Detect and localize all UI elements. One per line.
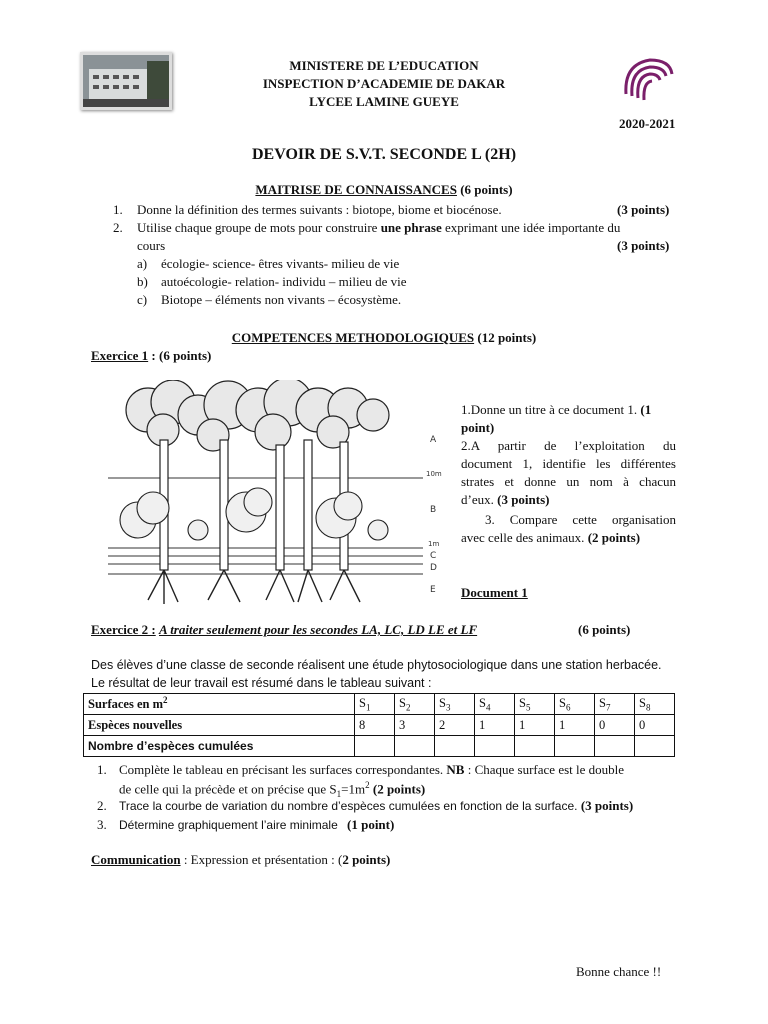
ex2-q3-number: 3. xyxy=(97,817,107,832)
section-knowledge-points: (6 points) xyxy=(460,182,513,197)
cumulated-cell xyxy=(515,736,555,757)
species-cell: 1 xyxy=(475,715,515,736)
school-name: LYCEE LAMINE GUEYE xyxy=(309,94,459,109)
ex1-q2-line1: 2.A partir de l’exploitation du xyxy=(461,438,676,453)
surface-index: 3 xyxy=(445,702,451,713)
surface-cell: $S_1$ xyxy=(355,694,395,715)
exercise1-colon: : xyxy=(148,348,159,363)
surface-cell: $S_4$ xyxy=(475,694,515,715)
forest-strata-drawing xyxy=(108,380,453,606)
ex2-q1-points: (2 points) xyxy=(372,781,426,797)
exercise1-label: Exercice 1 xyxy=(91,348,149,363)
stratum-b-label: B xyxy=(430,505,437,515)
cumulated-cell xyxy=(395,736,435,757)
item-label: a) xyxy=(137,256,148,271)
k-q2-item-c xyxy=(137,292,401,308)
inspection-name: INSPECTION D’ACADEMIE DE DAKAR xyxy=(262,76,506,91)
exercise2-points: (6 points) xyxy=(578,622,631,637)
surface-index: 2 xyxy=(405,702,411,713)
ex1-q2-line4-text: d’eux. xyxy=(461,492,494,507)
ex1-q1-points-b: point) xyxy=(461,420,495,435)
cumulated-cell xyxy=(355,736,395,757)
ministry-name: MINISTERE DE L’EDUCATION xyxy=(289,58,479,73)
communication-text: : Expression et présentation : ( xyxy=(180,852,343,867)
ex1-q3-line2 xyxy=(461,530,640,546)
surface-index: 5 xyxy=(525,702,531,713)
ex2-q1-text-b: : Chaque surface est le double xyxy=(467,762,625,777)
species-cell: 0 xyxy=(595,715,635,736)
communication-line xyxy=(91,852,390,868)
closing-message: Bonne chance !! xyxy=(576,964,662,979)
ex1-q1-points-a: (1 xyxy=(640,402,652,417)
k-q2-points: (3 points) xyxy=(617,238,670,253)
exam-title: DEVOIR DE S.V.T. SECONDE L (2H) xyxy=(251,146,517,163)
item-label: c) xyxy=(137,292,148,307)
surfaces-label-text: Surfaces en m xyxy=(88,697,163,712)
table-row-cumulated-species xyxy=(84,736,675,757)
table-row-surfaces xyxy=(84,694,675,715)
surfaces-label-sup: 2 xyxy=(163,695,168,706)
surface-index: 7 xyxy=(605,702,611,713)
ex2-q1-text-c: de celle qui la précède et on précise que S xyxy=(119,781,337,797)
school-year: 2020-2021 xyxy=(619,116,676,131)
k-q1-points: (3 points) xyxy=(617,202,670,217)
ex1-q2-line2: document 1, identifie les différentes xyxy=(461,456,676,471)
ex1-q3-points: (2 points) xyxy=(587,530,641,545)
exercise1-points: (6 points) xyxy=(159,348,212,363)
table-row-new-species xyxy=(84,715,675,736)
k-q2-number: 2. xyxy=(113,220,123,235)
section-methods-title: COMPETENCES METHODOLOGIQUES xyxy=(231,330,475,345)
ex1-q2-line4 xyxy=(461,492,549,508)
cumulated-cell xyxy=(435,736,475,757)
surface-cell: $S_3$ xyxy=(435,694,475,715)
ex2-q2-text: Trace la courbe de variation du nombre d’espèces cumulées en fonction de la surface. xyxy=(119,799,578,813)
k-q2-text xyxy=(137,220,676,236)
cumulated-cell xyxy=(555,736,595,757)
ex2-q1-text-d: =1m xyxy=(341,781,366,797)
stratum-e-label: E xyxy=(430,585,436,595)
cumulated-cell xyxy=(475,736,515,757)
item-text: autoécologie- relation- individu – milieu de vie xyxy=(161,274,407,289)
ex2-q1-line1 xyxy=(119,762,676,778)
item-text: écologie- science- êtres vivants- milieu de vie xyxy=(161,256,400,271)
species-cell: 8 xyxy=(355,715,395,736)
ex1-q2-line3: strates et donne un nom à chacun xyxy=(461,474,676,489)
section-methods-heading xyxy=(0,330,768,346)
height-10m-label: 10m xyxy=(426,470,442,478)
section-knowledge-heading xyxy=(0,182,768,198)
species-cell: 0 xyxy=(635,715,675,736)
species-table xyxy=(83,693,675,757)
species-cell: 1 xyxy=(555,715,595,736)
section-knowledge-title: MAITRISE DE CONNAISSANCES xyxy=(255,182,457,197)
k-q1-text: Donne la définition des termes suivants : biotope, biome et biocénose. xyxy=(137,202,502,217)
ex2-q1-line2 xyxy=(119,780,425,799)
section-methods-points: (12 points) xyxy=(477,330,537,345)
surface-cell: $S_8$ xyxy=(635,694,675,715)
stratum-d-label: D xyxy=(430,563,437,573)
stratum-a-label: A xyxy=(430,435,437,445)
ex2-q2-points: (3 points) xyxy=(580,798,634,813)
species-cell: 3 xyxy=(395,715,435,736)
stratum-c-label: C xyxy=(430,551,437,561)
document1-label: Document 1 xyxy=(461,585,528,600)
k-q2-text-a: Utilise chaque groupe de mots pour construire xyxy=(137,220,378,235)
exercise2-subtitle: A traiter seulement pour les secondes LA, LC, LD LE et LF xyxy=(158,622,478,637)
new-species-label: Espèces nouvelles xyxy=(84,715,355,736)
ex2-q3-points: (1 point) xyxy=(347,817,395,832)
ex2-q1-sup: 2 xyxy=(365,780,370,790)
k-q2-bold: une phrase xyxy=(380,220,442,235)
ex1-q3-text: avec celle des animaux. xyxy=(461,530,585,545)
ex2-q3-text: Détermine graphiquement l’aire minimale xyxy=(119,818,338,832)
ex2-q2-line xyxy=(119,798,633,814)
ex1-q1-text: 1.Donne un titre à ce document 1. xyxy=(461,402,638,417)
ex2-q1-nb: NB xyxy=(446,762,465,777)
ex2-intro-line2: Le résultat de leur travail est résumé dans le tableau suivant : xyxy=(91,676,432,690)
ex1-q2-points: (3 points) xyxy=(497,492,550,507)
k-q2-text-c: cours xyxy=(137,238,166,253)
communication-label: Communication xyxy=(91,852,181,867)
species-cell: 2 xyxy=(435,715,475,736)
item-text: Biotope – éléments non vivants – écosystème. xyxy=(161,292,402,307)
exercise2-label: Exercice 2 : xyxy=(91,622,156,637)
ex1-q3-line1: 3. Compare cette organisation xyxy=(485,512,676,527)
ex2-q1-text-a: Complète le tableau en précisant les surfaces correspondantes. xyxy=(119,762,444,777)
ex2-intro-line1: Des élèves d’une classe de seconde réalisent une étude phytosociologique dans une station herbacée. xyxy=(91,658,662,672)
surface-index: 8 xyxy=(645,702,651,713)
cumulated-species-label: Nombre d’espèces cumulées xyxy=(84,736,355,757)
k-q2-text-b: exprimant une idée importante du xyxy=(444,220,621,235)
surfaces-label xyxy=(84,694,355,715)
exercise1-heading xyxy=(91,348,211,364)
ex1-q1 xyxy=(461,402,676,418)
height-1m-label: 1m xyxy=(428,540,440,548)
ex2-q1-number: 1. xyxy=(97,762,107,777)
surface-cell: $S_2$ xyxy=(395,694,435,715)
ex2-q1-sub: 1 xyxy=(336,788,342,799)
surface-cell: $S_5$ xyxy=(515,694,555,715)
surface-index: 6 xyxy=(565,702,571,713)
species-cell: 1 xyxy=(515,715,555,736)
exercise2-heading xyxy=(91,622,477,638)
surface-cell: $S_6$ xyxy=(555,694,595,715)
surface-index: 4 xyxy=(485,702,491,713)
item-label: b) xyxy=(137,274,148,289)
ex2-q2-number: 2. xyxy=(97,798,107,813)
communication-points: 2 points) xyxy=(342,852,391,867)
k-q2-item-a xyxy=(137,256,399,272)
cumulated-cell xyxy=(635,736,675,757)
surface-cell: $S_7$ xyxy=(595,694,635,715)
k-q1-number: 1. xyxy=(113,202,123,217)
ex2-q3-line xyxy=(119,817,394,833)
surface-index: 1 xyxy=(365,702,371,713)
cumulated-cell xyxy=(595,736,635,757)
k-q2-item-b xyxy=(137,274,406,290)
